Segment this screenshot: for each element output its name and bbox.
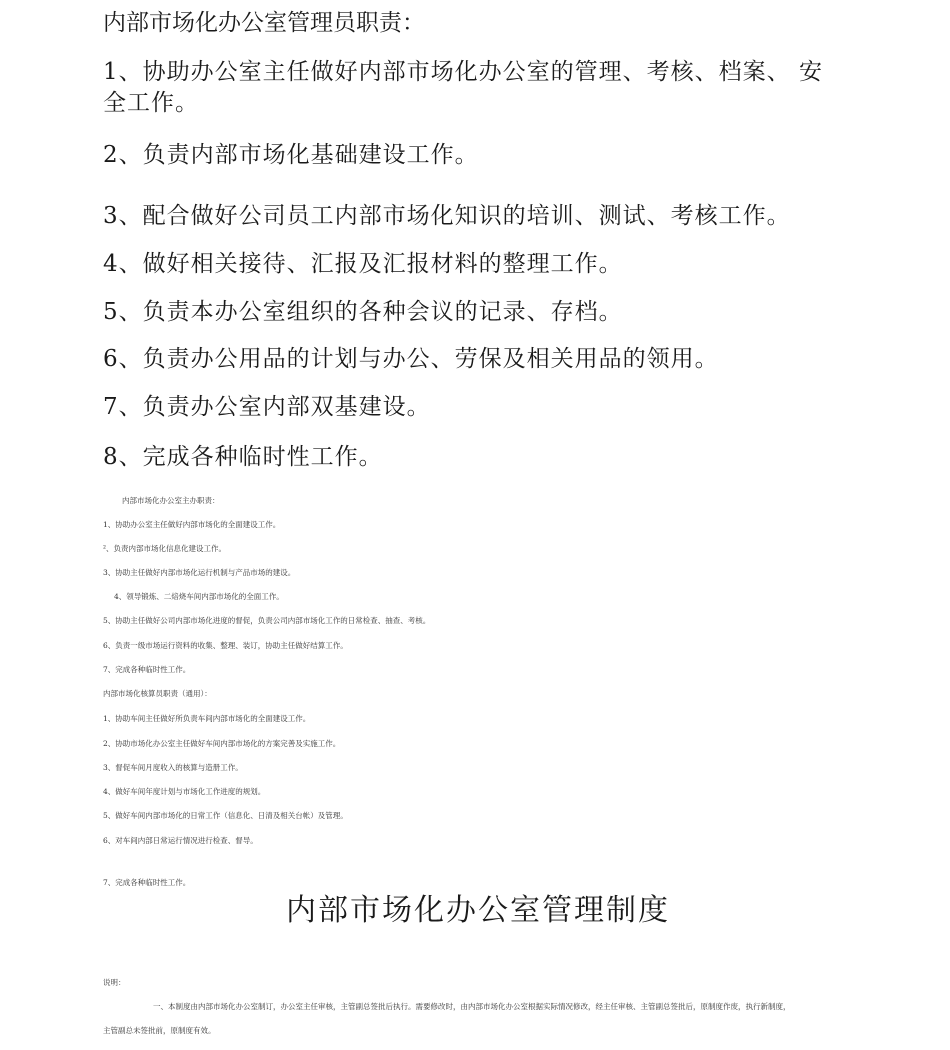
duty-item-2: 2、负责内部市场化基础建设工作。: [103, 142, 479, 168]
management-system-title: 内部市场化办公室管理制度: [286, 893, 670, 928]
accountant-item-3: 3、督促车间月度收入的核算与造册工作。: [103, 763, 243, 772]
officer-item-3: 3、协助主任做好内部市场化运行机制与产品市场的建设。: [103, 568, 296, 577]
section-heading-accountant-duties: 内部市场化核算员职责（通用）：: [103, 689, 212, 698]
duty-item-1b: 全工作。: [103, 90, 199, 116]
note-line-1: 一、本制度由内部市场化办公室制订，办公室主任审核，主管副总签批后执行。需要修改时，由内部市场化办公室根据实际情况修改，经主任审核、主管副总签批后，原制度作废，执行新制度，: [153, 1002, 791, 1011]
duty-item-3: 3、配合做好公司员工内部市场化知识的培训、测试、考核工作。: [103, 203, 791, 229]
accountant-item-7: 7、完成各种临时性工作。: [103, 878, 191, 887]
officer-item-4: 4、领导锻炼、二焙烧车间内部市场化的全面工作。: [114, 592, 284, 601]
officer-item-5: 5、协助主任做好公司内部市场化进度的督促，负责公司内部市场化工作的日常检查、抽查、考核。: [103, 616, 431, 625]
officer-item-2: ²、负责内部市场化信息化建设工作。: [103, 544, 227, 553]
duty-item-1a: 1、协助办公室主任做好内部市场化办公室的管理、考核、档案、 安: [103, 59, 823, 85]
duty-item-5: 5、负责本办公室组织的各种会议的记录、存档。: [103, 299, 623, 325]
duty-item-4: 4、做好相关接待、汇报及汇报材料的整理工作。: [103, 251, 623, 277]
accountant-item-4: 4、做好车间年度计划与市场化工作进度的规划。: [103, 787, 266, 796]
note-label: 说明：: [103, 978, 126, 987]
section-heading-officer-duties: 内部市场化办公室主办职责：: [122, 496, 220, 505]
note-line-2: 主管副总未签批前，原制度有效。: [103, 1026, 216, 1035]
duty-item-7: 7、负责办公室内部双基建设。: [103, 394, 431, 420]
accountant-item-1: 1、协助车间主任做好所负责车间内部市场化的全面建设工作。: [103, 714, 311, 723]
accountant-item-2: 2、协助市场化办公室主任做好车间内部市场化的方案完善及实施工作。: [103, 739, 341, 748]
section-heading-admin-duties: 内部市场化办公室管理员职责：: [103, 10, 425, 36]
officer-item-7: 7、完成各种临时性工作。: [103, 665, 191, 674]
accountant-item-5: 5、做好车间内部市场化的日常工作（信息化、日清及相关台帐）及管理。: [103, 811, 348, 820]
accountant-item-6: 6、对车间内部日常运行情况进行检查、督导。: [103, 836, 258, 845]
officer-item-6: 6、负责一级市场运行资料的收集、整理、装订，协助主任做好结算工作。: [103, 641, 348, 650]
duty-item-8: 8、完成各种临时性工作。: [103, 444, 383, 470]
duty-item-6: 6、负责办公用品的计划与办公、劳保及相关用品的领用。: [103, 346, 719, 372]
officer-item-1: 1、协助办公室主任做好内部市场化的全面建设工作。: [103, 520, 281, 529]
